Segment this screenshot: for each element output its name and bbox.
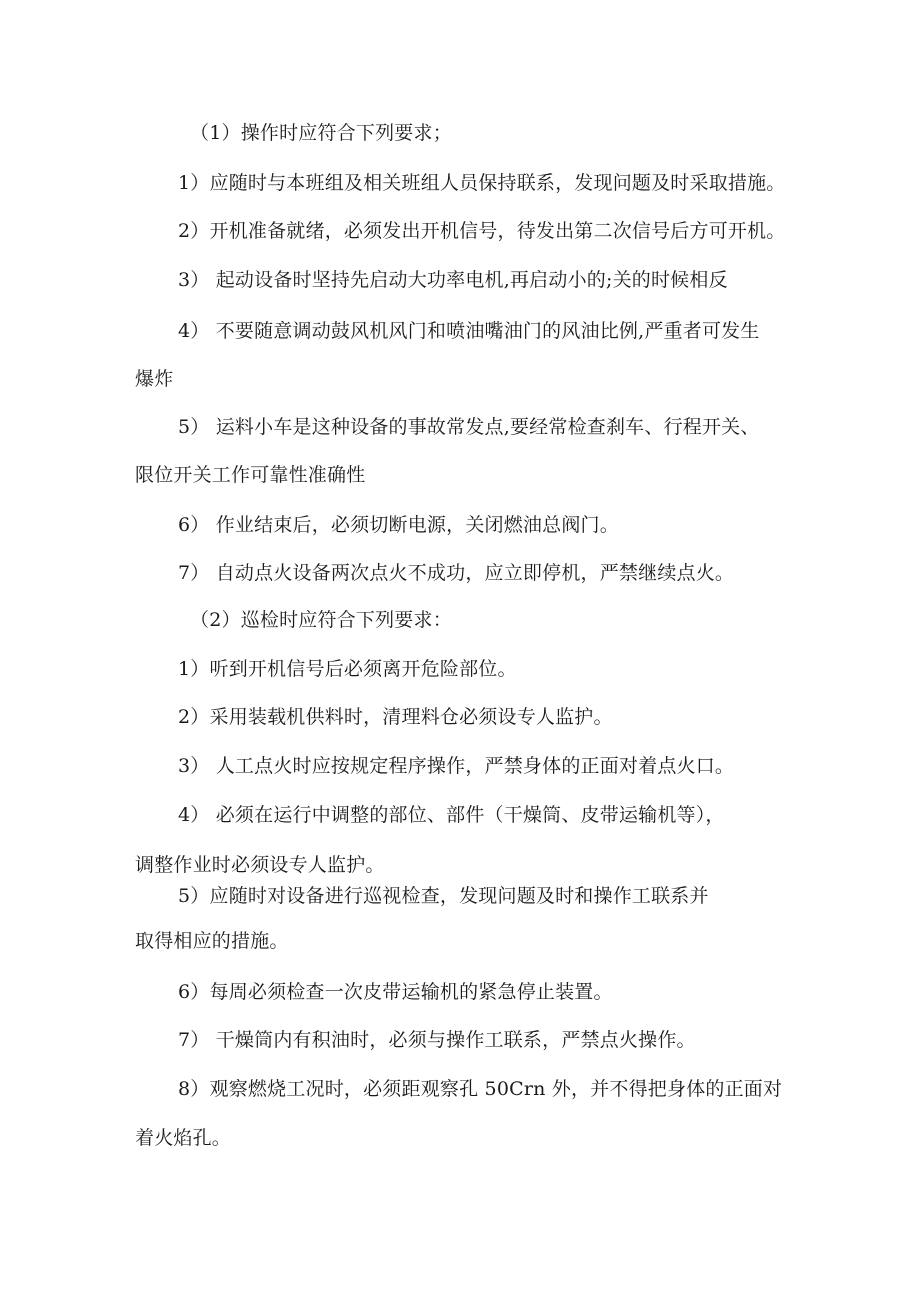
section-2-item-1: 1）听到开机信号后必须离开危险部位。 [178, 658, 517, 680]
section-2-item-7: 7） 干燥筒内有积油时，必须与操作工联系，严禁点火操作。 [178, 1029, 696, 1051]
section-1-item-4: 4） 不要随意调动鼓风机风门和喷油嘴油门的风油比例,严重者可发生 [178, 320, 760, 342]
section-1-item-2: 2）开机准备就绪，必须发出开机信号，待发出第二次信号后方可开机。 [178, 220, 786, 242]
section-2-item-3: 3） 人工点火时应按规定程序操作，严禁身体的正面对着点火口。 [178, 755, 735, 777]
section-1-heading: （1）操作时应符合下列要求； [190, 122, 452, 144]
section-2-item-6: 6）每周必须检查一次皮带运输机的紧急停止装置。 [178, 981, 613, 1003]
section-1-item-3: 3） 起动设备时坚持先启动大功率电机,再启动小的;关的时候相反 [178, 269, 728, 291]
section-2-item-4: 4） 必须在运行中调整的部位、部件（干燥筒、皮带运输机等）， [178, 804, 725, 826]
section-1-item-4-cont: 爆炸 [135, 368, 174, 390]
section-2-item-2: 2）采用装载机供料时，清理料仓必须设专人监护。 [178, 706, 613, 728]
section-1-item-1: 1）应随时与本班组及相关班组人员保持联系，发现问题及时采取措施。 [178, 172, 786, 194]
section-1-item-5: 5） 运料小车是这种设备的事故常发点,要经常检查刹车、行程开关、 [178, 416, 760, 438]
section-2-item-8: 8）观察燃烧工况时，必须距观察孔 50Crn 外，并不得把身体的正面对 [178, 1078, 783, 1100]
section-2-item-5: 5）应随时对设备进行巡视检查，发现问题及时和操作工联系并 [178, 885, 709, 907]
section-2-item-4-cont: 调整作业时必须设专人监护。 [135, 854, 385, 876]
section-1-item-7: 7） 自动点火设备两次点火不成功，应立即停机，严禁继续点火。 [178, 562, 735, 584]
section-2-item-8-cont: 着火焰孔。 [135, 1127, 232, 1149]
section-2-item-5-cont: 取得相应的措施。 [135, 930, 289, 952]
section-1-item-5-cont: 限位开关工作可靠性准确性 [135, 464, 366, 486]
section-2-heading: （2）巡检时应符合下列要求： [190, 609, 452, 631]
section-1-item-6: 6） 作业结束后，必须切断电源，关闭燃油总阀门。 [178, 514, 619, 536]
